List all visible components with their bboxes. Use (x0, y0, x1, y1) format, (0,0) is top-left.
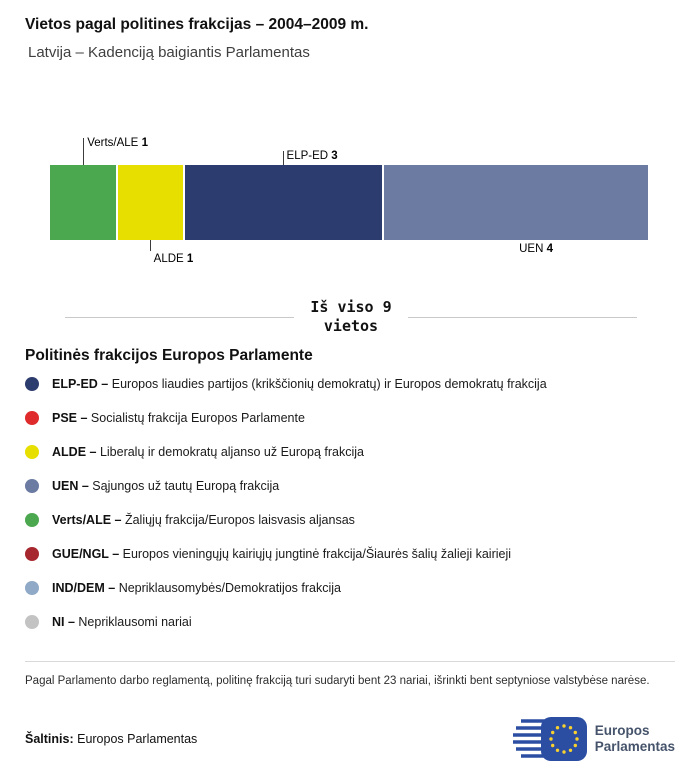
source-value: Europos Parlamentas (77, 731, 198, 746)
legend (25, 346, 675, 630)
legend-desc-gue-ngl: Europos vieningųjų kairiųjų jungtinė frakcija/Šiaurės šalių žalieji kairieji (122, 547, 512, 562)
legend-text-alde (52, 444, 364, 460)
logo-text-line2: Parlamentas (594, 738, 675, 754)
source-row (25, 717, 675, 761)
legend-desc-alde: Liberalų ir demokratų aljanso už Europą frakcija (99, 445, 364, 460)
logo-text-line1: Europos (594, 722, 650, 738)
source-label: Šaltinis: (25, 731, 74, 746)
callout-name-alde: ALDE (153, 253, 187, 266)
total-label-line2: vietos (323, 317, 379, 336)
legend-item-uen (25, 478, 675, 494)
legend-text-verts-ale (52, 512, 355, 528)
footnote: Pagal Parlamento darbo reglamentą, politinę frakciją turi sudaryti bent 23 nariai, išrinkti bent septyniose valstybėse narėse. (25, 675, 650, 688)
legend-title: Politinės frakcijos Europos Parlamente (25, 347, 313, 365)
legend-desc-verts-ale: Žaliųjų frakcija/Europos laisvasis aljansas (124, 513, 355, 528)
legend-abbr-pse: PSE – (52, 411, 91, 426)
header (25, 15, 675, 62)
callout-line-elp-ed (283, 151, 284, 165)
legend-abbr-alde: ALDE – (52, 445, 100, 460)
legend-desc-elp-ed: Europos liaudies partijos (krikščionių demokratų) ir Europos demokratų frakcija (111, 377, 547, 392)
callout-count-elp-ed: 3 (331, 150, 338, 163)
legend-text-elp-ed (52, 376, 547, 392)
legend-list (25, 376, 675, 630)
legend-desc-ind-dem: Nepriklausomybės/Demokratijos frakcija (118, 581, 341, 596)
legend-text-ind-dem (52, 580, 341, 596)
legend-color-dot-ni (25, 615, 39, 629)
footer (25, 661, 675, 760)
legend-item-ind-dem (25, 580, 675, 596)
legend-abbr-verts-ale: Verts/ALE – (52, 513, 125, 528)
legend-item-pse (25, 410, 675, 426)
legend-abbr-ind-dem: IND/DEM – (52, 581, 119, 596)
legend-item-ni (25, 614, 675, 630)
footnote-block (25, 661, 675, 690)
legend-text-gue-ngl (52, 546, 511, 562)
page-title: Vietos pagal politines frakcijas – 2004–2009 m. (25, 16, 369, 33)
total-row (65, 298, 637, 336)
legend-item-gue-ngl (25, 546, 675, 562)
seat-chart (50, 130, 648, 290)
legend-color-dot-verts-ale (25, 513, 39, 527)
callout-line-verts-ale (83, 138, 84, 165)
callout-name-verts-ale: Verts/ALE (87, 137, 142, 150)
legend-desc-pse: Socialistų frakcija Europos Parlamente (90, 411, 305, 426)
callout-elp-ed (287, 150, 338, 162)
callout-line-alde (150, 240, 151, 251)
legend-item-alde (25, 444, 675, 460)
total-label (310, 298, 391, 336)
bar-segment-verts-ale (50, 165, 116, 240)
legend-color-dot-uen (25, 479, 39, 493)
legend-color-dot-pse (25, 411, 39, 425)
legend-desc-ni: Nepriklausomi nariai (78, 615, 192, 630)
callout-count-alde: 1 (186, 253, 194, 266)
page-subtitle: Latvija – Kadenciją baigiantis Parlamentas (28, 44, 310, 62)
callout-count-uen: 4 (546, 243, 553, 256)
seat-bar (50, 165, 648, 240)
legend-abbr-uen: UEN – (52, 479, 93, 494)
callout-uen (519, 243, 553, 255)
legend-abbr-ni: NI – (52, 615, 79, 630)
callout-count-verts-ale: 1 (141, 137, 148, 150)
total-label-line1: Iš viso 9 (310, 298, 392, 317)
legend-item-verts-ale (25, 512, 675, 528)
total-rule-right (408, 317, 637, 318)
legend-abbr-elp-ed: ELP-ED – (52, 377, 112, 392)
legend-color-dot-gue-ngl (25, 547, 39, 561)
bar-segment-uen (382, 165, 648, 240)
legend-abbr-gue-ngl: GUE/NGL – (52, 547, 123, 562)
bar-segment-elp-ed (183, 165, 382, 240)
callout-alde (154, 253, 194, 265)
eu-parliament-logo (513, 717, 675, 761)
bar-segment-alde (116, 165, 182, 240)
legend-text-pse (52, 410, 305, 426)
total-rule-left (65, 317, 294, 318)
legend-desc-uen: Sąjungos už tautų Europą frakcija (92, 479, 280, 494)
source-line (25, 732, 197, 746)
legend-text-ni (52, 614, 192, 630)
legend-item-elp-ed (25, 376, 675, 392)
callout-verts-ale (87, 137, 148, 149)
legend-color-dot-elp-ed (25, 377, 39, 391)
callout-name-elp-ed: ELP-ED (286, 150, 332, 163)
legend-color-dot-ind-dem (25, 581, 39, 595)
logo-text (595, 723, 675, 755)
callout-name-uen: UEN (519, 243, 547, 256)
eu-flag-icon (513, 717, 587, 761)
legend-color-dot-alde (25, 445, 39, 459)
legend-text-uen (52, 478, 279, 494)
